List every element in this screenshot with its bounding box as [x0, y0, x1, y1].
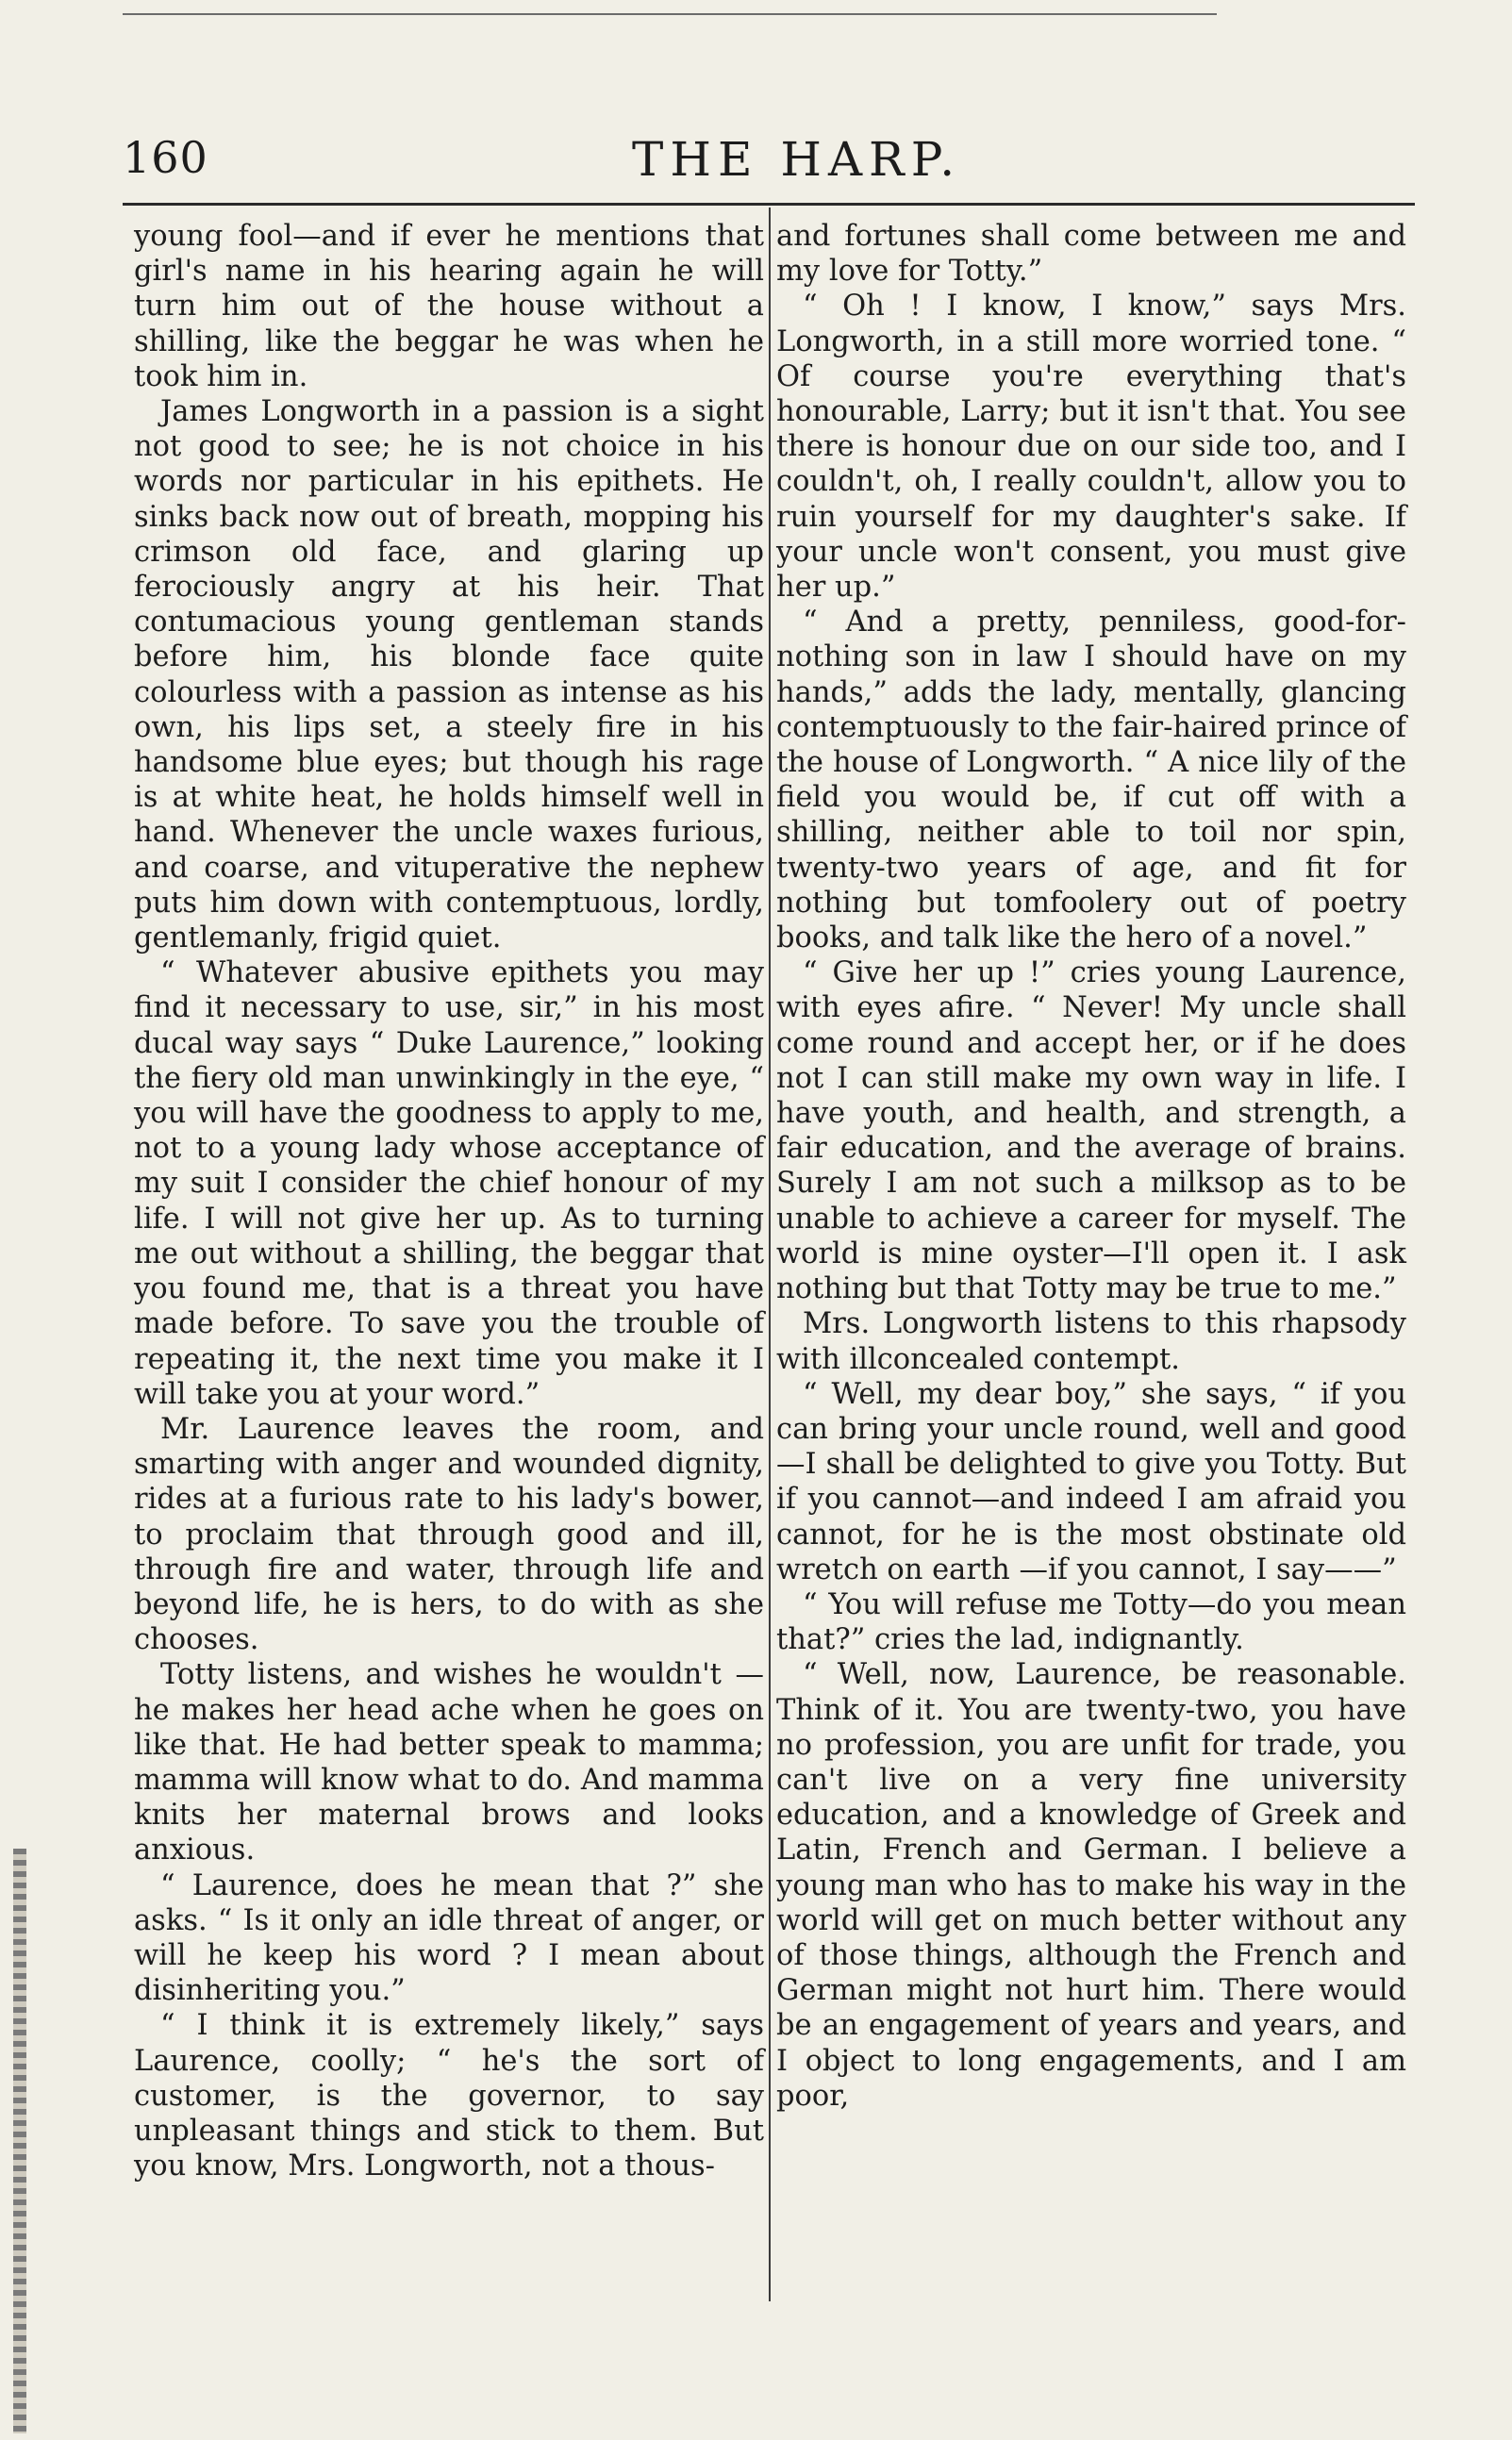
- paragraph: “ Well, my dear boy,” she says, “ if you can bring your uncle round, well and good—I shall be delighted to give you Totty. But if you cannot—and indeed I am afraid you cannot, for he is the most obstinate old wretch on earth —if you cannot, I say——”: [776, 1377, 1406, 1586]
- paragraph: young fool—and if ever he mentions that girl's name in his hearing again he will turn him out of the house without a shilling, like the beggar he was when he took him in.: [134, 220, 764, 393]
- left-column: [134, 219, 764, 2183]
- paragraph: Totty listens, and wishes he wouldn't —he makes her head ache when he goes on like that. He had better speak to mamma; mamma will know what to do. And mamma knits her maternal brows and looks anxious.: [134, 1658, 764, 1867]
- binding-edge: [13, 1849, 26, 2433]
- paragraph: “ Oh ! I know, I know,” says Mrs. Longworth, in a still more worried tone. “ Of course you're everything that's honourable, Larry; but it isn't that. You see there is honour due on our side too, and I couldn't, oh, I really couldn't, allow you to ruin yourself for my daughter's sake. If your uncle won't consent, you must give her up.”: [776, 290, 1406, 605]
- running-title: THE HARP.: [632, 132, 962, 187]
- paragraph: James Longworth in a passion is a sight not good to see; he is not choice in his words nor particular in his epithets. He sinks back now out of breath, mopping his crimson old face, and glaring up ferociously angry at his heir. That contumacious young gentleman stands before him, his blonde face quite colourless with a passion as intense as his own, his lips set, a steely fire in his handsome blue eyes; but though his rage is at white heat, he holds himself well in hand. Whenever the uncle waxes furious, and coarse, and vituperative the nephew puts him down with contemptuous, lordly, gentlemanly, frigid quiet.: [134, 395, 764, 955]
- page-number: 160: [123, 132, 208, 183]
- top-border-line: [123, 13, 1217, 15]
- paragraph: Mr. Laurence leaves the room, and smarting with anger and wounded dignity, rides at a furious rate to his lady's bower, to proclaim that through good and ill, through fire and water, through life and beyond life, he is hers, to do with as she chooses.: [134, 1412, 764, 1657]
- header-rule: [123, 203, 1415, 206]
- paragraph: “ And a pretty, penniless, good-for-nothing son in law I should have on my hands,” adds the lady, mentally, glancing contemptuously to the fair-haired prince of the house of Longworth. “ A nice lily of the field you would be, if cut off with a shilling, neither able to toil nor spin, twenty-two years of age, and fit for nothing but tomfoolery out of poetry books, and talk like the hero of a novel.”: [776, 606, 1406, 955]
- paragraph: Mrs. Longworth listens to this rhapsody with illconcealed contempt.: [776, 1307, 1406, 1376]
- paragraph: “ Well, now, Laurence, be reasonable. Think of it. You are twenty-two, you have no profession, you are unfit for trade, you can't live on a very fine university education, and a knowledge of Greek and Latin, French and German. I believe a young man who has to make his way in the world will get on much better without any of those things, although the French and German might not hurt him. There would be an engagement of years and years, and I object to long engagements, and I am poor,: [776, 1658, 1406, 2113]
- paragraph: and fortunes shall come between me and my love for Totty.”: [776, 220, 1406, 289]
- right-column: [776, 219, 1406, 2114]
- paragraph: “ You will refuse me Totty—do you mean that?” cries the lad, indignantly.: [776, 1587, 1406, 1657]
- paragraph: “ Whatever abusive epithets you may find it necessary to use, sir,” in his most ducal way says “ Duke Laurence,” looking the fiery old man unwinkingly in the eye, “ you will have the goodness to apply to me, not to a young lady whose acceptance of my suit I consider the chief honour of my life. I will not give her up. As to turning me out without a shilling, the beggar that you found me, that is a threat you have made before. To save you the trouble of repeating it, the next time you make it I will take you at your word.”: [134, 956, 764, 1411]
- paragraph: “ Give her up !” cries young Laurence, with eyes afire. “ Never! My uncle shall come round and accept her, or if he does not I can still make my own way in life. I have youth, and health, and strength, a fair education, and the average of brains. Surely I am not such a milksop as to be unable to achieve a career for myself. The world is mine oyster—I'll open it. I ask nothing but that Totty may be true to me.”: [776, 956, 1406, 1306]
- paragraph: “ I think it is extremely likely,” says Laurence, coolly; “ he's the sort of customer, is the governor, to say unpleasant things and stick to them. But you know, Mrs. Longworth, not a thous-: [134, 2009, 764, 2183]
- paragraph: “ Laurence, does he mean that ?” she asks. “ Is it only an idle threat of anger, or will he keep his word ? I mean about disinheriting you.”: [134, 1868, 764, 2008]
- column-divider: [769, 207, 771, 2301]
